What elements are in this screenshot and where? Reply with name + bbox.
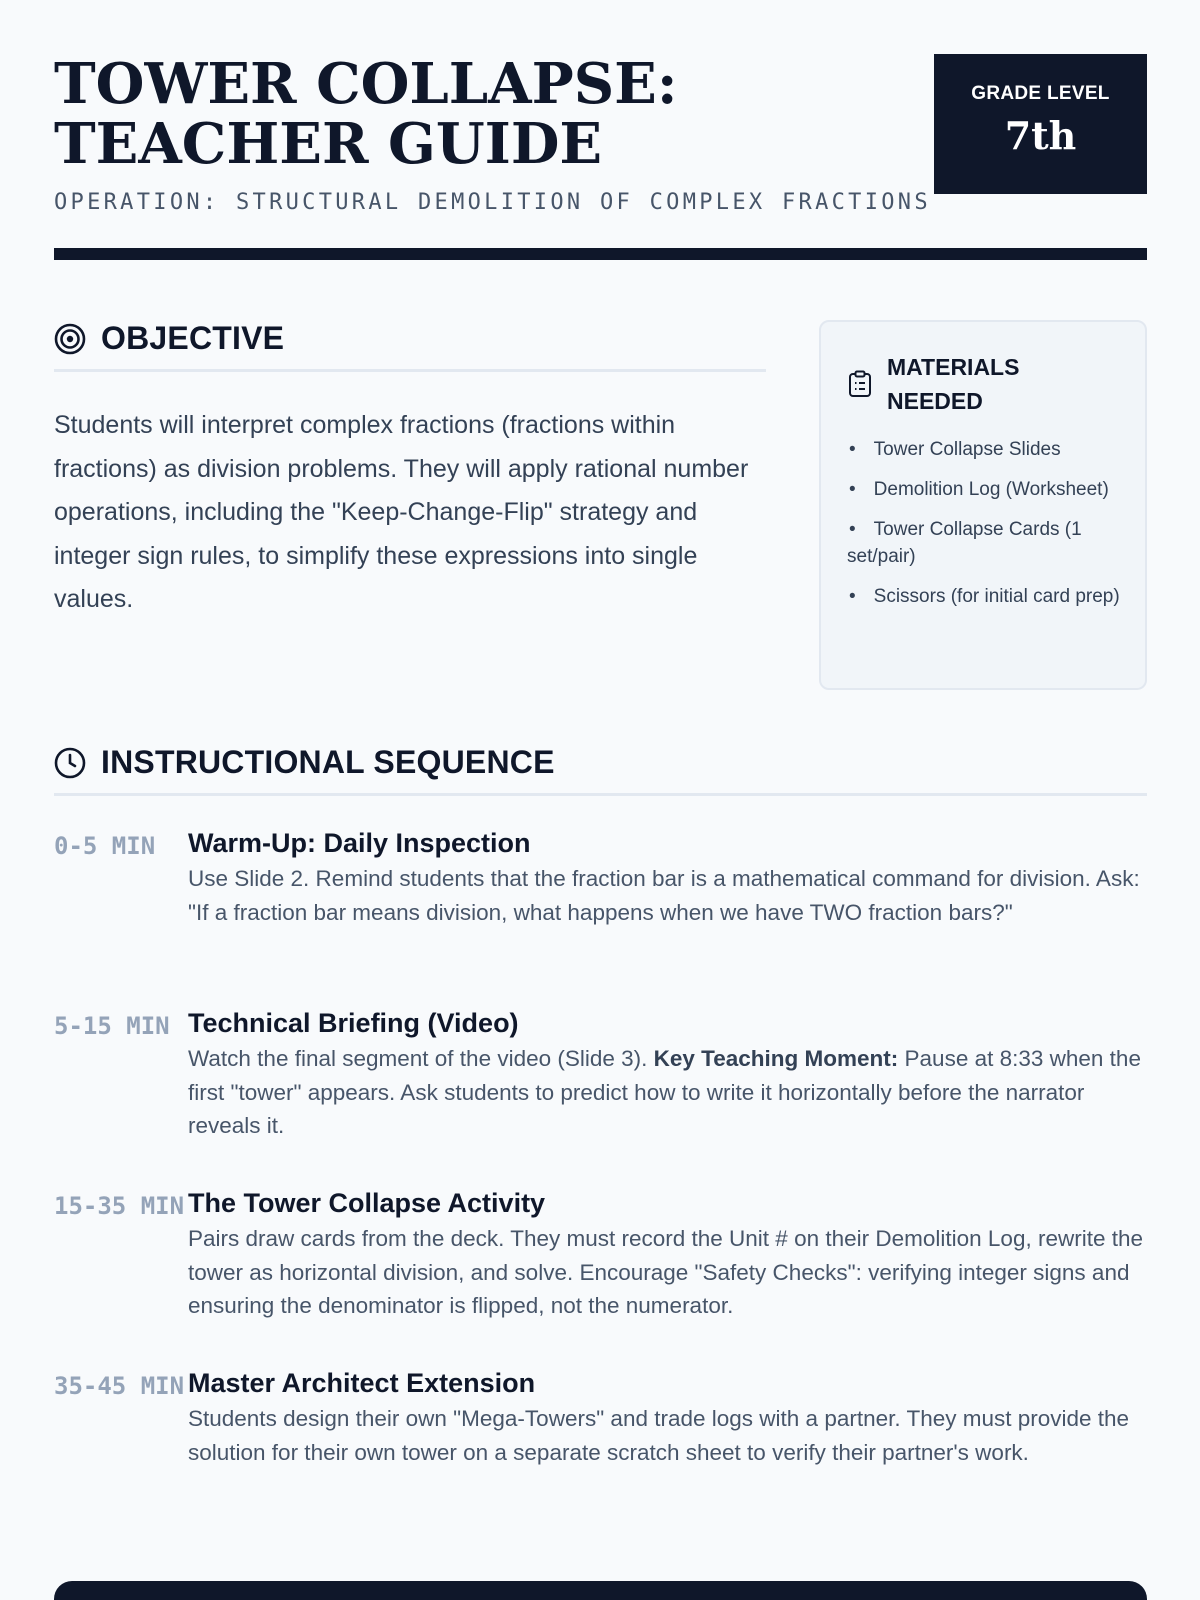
step-body	[188, 826, 1147, 1006]
header-divider	[54, 248, 1147, 260]
step-time: 5-15 MIN	[54, 1012, 170, 1040]
step-description: Pairs draw cards from the deck. They must record the Unit # on their Demolition Log, rewrite the tower as horizontal division, and solve. Encourage "Safety Checks": verifying integer signs and ensuring the denominator is flipped, not the numerator.	[188, 1226, 1143, 1318]
page-subtitle: OPERATION: STRUCTURAL DEMOLITION OF COMPLEX FRACTIONS	[54, 190, 931, 215]
step-time: 15-35 MIN	[54, 1192, 185, 1220]
grade-level-badge	[934, 54, 1147, 194]
sequence-step	[54, 1006, 1147, 1186]
objective-section	[54, 320, 766, 622]
grade-level-value: 7th	[1004, 113, 1077, 158]
overview-section	[54, 260, 1147, 740]
materials-item: • Scissors (for initial card prep)	[847, 583, 1121, 610]
teacher-guide-page	[54, 51, 1147, 1465]
sequence-step	[54, 1366, 1147, 1546]
materials-card	[819, 320, 1147, 690]
objective-text: Students will interpret complex fractions (fractions within fractions) as division problems. They will apply rational number operations, including the "Keep-Change-Flip" strategy and integer sign rules, to simplify these expressions into single values.	[54, 411, 749, 613]
page-title: TOWER COLLAPSE: TEACHER GUIDE	[54, 51, 678, 177]
step-body	[188, 1366, 1147, 1546]
step-body	[188, 1186, 1147, 1366]
step-time: 35-45 MIN	[54, 1372, 185, 1400]
clock-icon	[54, 747, 86, 779]
objective-heading: OBJECTIVE	[101, 320, 285, 356]
grade-level-label: GRADE LEVEL	[971, 83, 1110, 104]
sequence-heading: INSTRUCTIONAL SEQUENCE	[101, 744, 555, 780]
materials-item: • Demolition Log (Worksheet)	[847, 476, 1121, 503]
step-description-part: Pause at 8:33 when the first "tower" appears. Ask students to predict how to write it horizontally before the narrator reveals it.	[188, 1046, 1141, 1138]
target-icon	[54, 323, 86, 355]
footer-bar	[54, 1581, 1147, 1600]
sequence-heading-row	[54, 744, 1147, 796]
step-title: Warm-Up: Daily Inspection	[188, 828, 531, 858]
step-body	[188, 1006, 1147, 1186]
step-title: Master Architect Extension	[188, 1368, 536, 1398]
materials-heading-row	[847, 350, 1121, 418]
sequence-step	[54, 1186, 1147, 1366]
materials-list	[847, 436, 1121, 610]
objective-heading-row	[54, 320, 766, 372]
step-time: 0-5 MIN	[54, 832, 156, 860]
step-description: Use Slide 2. Remind students that the fraction bar is a mathematical command for division. Ask: "If a fraction bar means division, what happens when we have TWO fraction bars?"	[188, 866, 1140, 925]
sequence-step	[54, 826, 1147, 1006]
step-description: Students design their own "Mega-Towers" and trade logs with a partner. They must provide the solution for their own tower on a separate scratch sheet to verify their partner's work.	[188, 1406, 1130, 1465]
clipboard-icon	[847, 370, 873, 398]
materials-item: • Tower Collapse Slides	[847, 436, 1121, 463]
materials-item: • Tower Collapse Cards (1 set/pair)	[847, 516, 1121, 570]
step-description	[188, 1042, 1147, 1143]
instructional-sequence-section	[54, 744, 1147, 1546]
sequence-steps	[54, 826, 1147, 1546]
step-title: Technical Briefing (Video)	[188, 1008, 519, 1038]
materials-heading: MATERIALS NEEDED	[887, 354, 1020, 414]
page-header	[54, 51, 1147, 260]
step-description-part: Watch the final segment of the video (Slide 3).	[188, 1046, 654, 1071]
key-teaching-moment-label: Key Teaching Moment:	[653, 1046, 899, 1071]
step-title: The Tower Collapse Activity	[188, 1188, 546, 1218]
